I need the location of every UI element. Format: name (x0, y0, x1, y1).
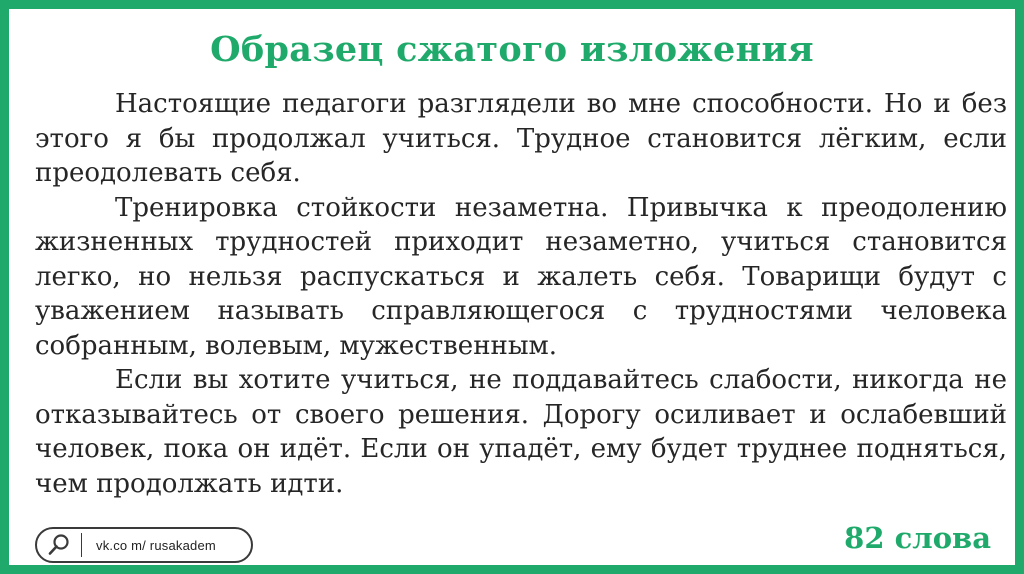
source-url[interactable]: vk.co m/ rusakadem (96, 537, 216, 553)
source-link-pill[interactable] (35, 527, 253, 563)
search-icon (37, 529, 81, 561)
paragraph-2: Тренировка стойкости незаметна. Привычка к преодолению жизненных трудностей приходит незаметно, учиться становится легко, но нельзя распускаться и жалеть себя. Товарищи будут с уважением называть справляющегося с трудностями человека собранным, волевым, мужественным. (35, 192, 1007, 361)
paragraph-3: Если вы хотите учиться, не поддавайтесь слабости, никогда не отказывайтесь от своего решения. Дорогу осиливает и ослабевший человек, пока он идёт. Если он упадёт, ему будет труднее подняться, чем продолжать идти. (35, 365, 1007, 499)
summary-text (35, 87, 1007, 501)
paragraph-1: Настоящие педагоги разглядели во мне способности. Но и без этого я бы продолжал учиться. Трудное становится лёгким, если преодолевать себя. (35, 89, 1007, 188)
slide-title: Образец сжатого изложения (210, 29, 814, 70)
pill-divider (81, 533, 82, 557)
word-count: 82 слова (844, 521, 991, 555)
